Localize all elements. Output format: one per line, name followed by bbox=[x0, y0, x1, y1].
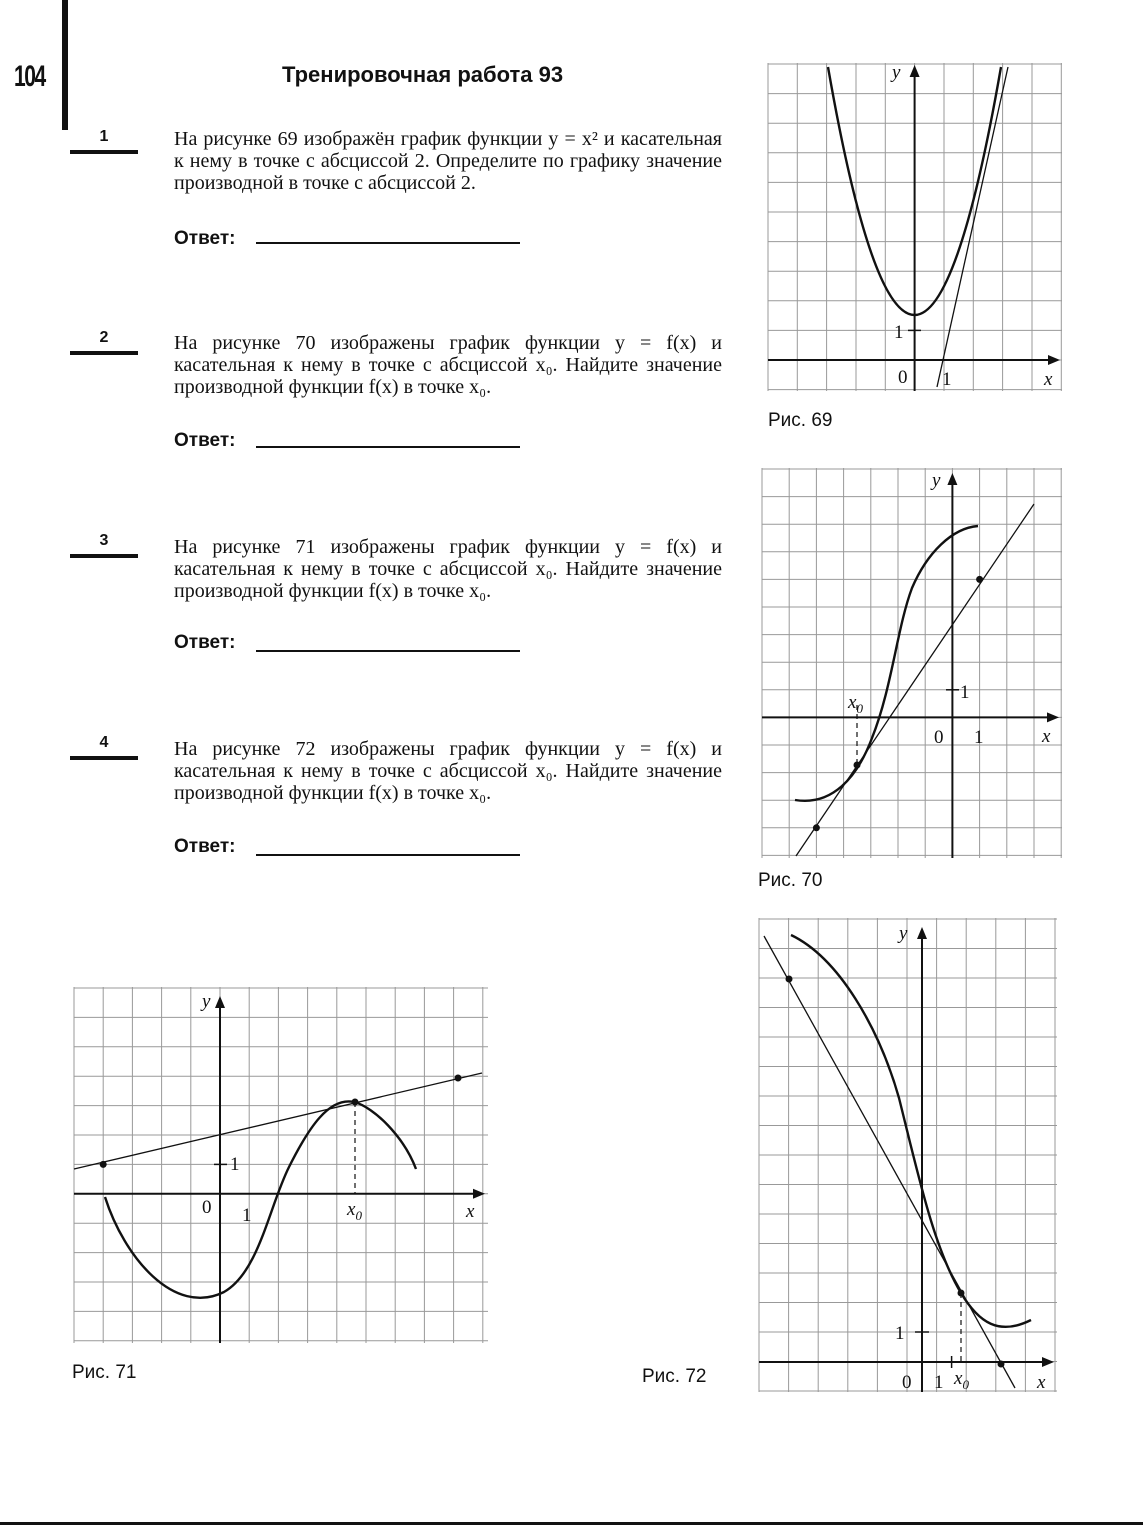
page-title: Тренировочная работа 93 bbox=[282, 62, 564, 87]
point-right-71 bbox=[455, 1075, 462, 1082]
y-one-label-70: 1 bbox=[960, 682, 970, 703]
answer-label-3: Ответ: bbox=[174, 632, 236, 653]
page-bottom-rule bbox=[0, 1522, 1143, 1525]
x-axis-label-70: x bbox=[1042, 726, 1051, 747]
x0-label-70: $x_0$ bbox=[848, 692, 863, 716]
task-number-1: 1 bbox=[70, 128, 138, 154]
task-number-3: 3 bbox=[70, 532, 138, 558]
origin-label-70: 0 bbox=[934, 727, 944, 748]
answer-label-2: Ответ: bbox=[174, 430, 236, 451]
x-one-label-72: 1 bbox=[934, 1372, 944, 1393]
tangent-line-69 bbox=[937, 67, 1008, 387]
page-edge-bar bbox=[62, 0, 68, 130]
point-lower-72 bbox=[998, 1361, 1005, 1368]
y-axis-label-72: y bbox=[899, 923, 908, 944]
figure-70-graph bbox=[762, 468, 1064, 860]
y-one-label-69: 1 bbox=[894, 322, 904, 343]
figure-71-graph bbox=[74, 987, 490, 1345]
tangent-point-70 bbox=[854, 762, 861, 769]
task-text-3: На рисунке 71 изображены график функции y = f(x) и касательная к нему в точке с абсциссой x₀. Найдите значение производной функции f(x) в точке x₀. bbox=[174, 536, 722, 602]
caption-fig-72: Рис. 72 bbox=[642, 1366, 707, 1387]
point-upper-72 bbox=[786, 976, 793, 983]
curve-f-70 bbox=[795, 526, 978, 801]
y-axis-label-69: y bbox=[892, 62, 901, 83]
tangent-point-71 bbox=[352, 1099, 359, 1106]
answer-field-1[interactable] bbox=[256, 242, 520, 244]
figure-72-graph bbox=[759, 918, 1059, 1394]
origin-label-69: 0 bbox=[898, 367, 908, 388]
tangent-line-72 bbox=[764, 936, 1015, 1388]
curve-f-72 bbox=[791, 935, 1031, 1327]
caption-fig-69: Рис. 69 bbox=[768, 410, 833, 431]
y-axis-label-70: y bbox=[932, 470, 941, 491]
y-axis-label-71: y bbox=[202, 991, 211, 1012]
origin-label-72: 0 bbox=[902, 1372, 912, 1393]
point-lower-70 bbox=[813, 824, 820, 831]
task-number-2: 2 bbox=[70, 329, 138, 355]
x-axis-label-72: x bbox=[1037, 1372, 1046, 1393]
x-axis-label-71: x bbox=[466, 1201, 475, 1222]
caption-fig-71: Рис. 71 bbox=[72, 1362, 137, 1383]
task-number-4: 4 bbox=[70, 734, 138, 760]
y-one-label-72: 1 bbox=[895, 1323, 905, 1344]
x-one-label-70: 1 bbox=[974, 727, 984, 748]
task-text-4: На рисунке 72 изображены график функции y = f(x) и касательная к нему в точке с абсциссой x₀. Найдите значение производной функции f(x) в точке x₀. bbox=[174, 738, 722, 804]
curve-f-71 bbox=[105, 1101, 416, 1297]
tangent-point-72 bbox=[958, 1290, 965, 1297]
answer-field-4[interactable] bbox=[256, 854, 520, 856]
answer-field-2[interactable] bbox=[256, 446, 520, 448]
figure-69-graph bbox=[768, 63, 1064, 393]
x-one-label-71: 1 bbox=[242, 1205, 252, 1226]
task-text-1: На рисунке 69 изображён график функции y = x² и касательная к нему в точке с абсциссой 2. Определите по графику значение производной в точке с абсциссой 2. bbox=[174, 128, 722, 194]
x-axis-label-69: x bbox=[1044, 369, 1053, 390]
task-text-2: На рисунке 70 изображены график функции y = f(x) и касательная к нему в точке с абсциссой x₀. Найдите значение производной функции f(x) в точке x₀. bbox=[174, 332, 722, 398]
caption-fig-70: Рис. 70 bbox=[758, 870, 823, 891]
y-one-label-71: 1 bbox=[230, 1154, 240, 1175]
answer-label-4: Ответ: bbox=[174, 836, 236, 857]
tangent-line-70 bbox=[796, 504, 1034, 856]
x-one-label-69: 1 bbox=[942, 369, 952, 390]
page-number: 104 bbox=[14, 60, 45, 93]
answer-label-1: Ответ: bbox=[174, 228, 236, 249]
x0-label-71: $x_0$ bbox=[347, 1199, 362, 1223]
answer-field-3[interactable] bbox=[256, 650, 520, 652]
origin-label-71: 0 bbox=[202, 1197, 212, 1218]
point-upper-70 bbox=[976, 576, 983, 583]
x0-label-72: $x_0$ bbox=[954, 1368, 969, 1392]
point-left-71 bbox=[100, 1161, 107, 1168]
